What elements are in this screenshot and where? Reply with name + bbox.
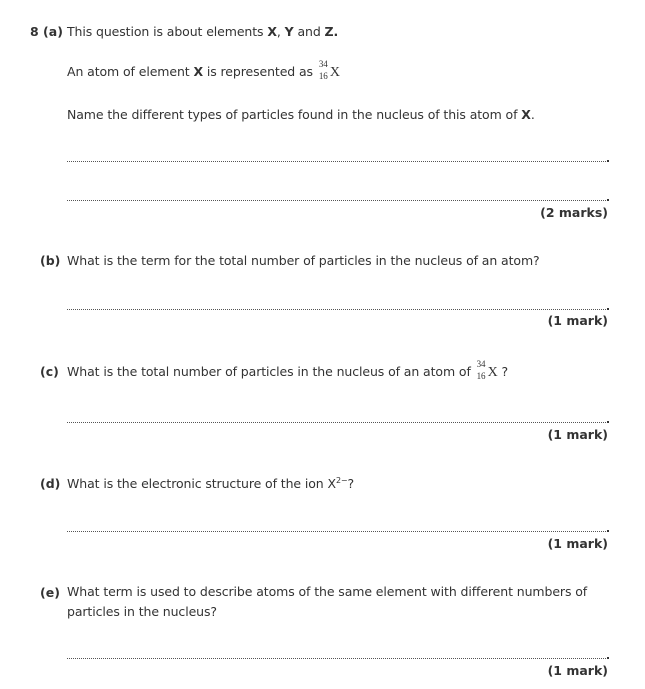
question-intro — [67, 24, 338, 39]
atomic-number: 16 — [318, 70, 328, 81]
element-z: Z. — [324, 24, 339, 39]
marks-e: (1 mark) — [547, 663, 608, 678]
question-c-suffix: ? — [497, 364, 509, 379]
atom-line-element: X — [193, 64, 203, 79]
atom-line-suffix: is represented as — [203, 64, 313, 79]
question-label-b: (b) — [40, 253, 61, 268]
question-8a-prompt — [67, 107, 535, 122]
ion-charge: 2− — [335, 475, 348, 485]
question-label-c: (c) — [40, 364, 59, 379]
nuclide-notation — [318, 58, 340, 81]
question-c-text — [67, 358, 509, 381]
atomic-number-c: 16 — [476, 370, 486, 381]
answer-line-e[interactable] — [67, 658, 608, 659]
prompt-suffix: . — [530, 107, 535, 122]
question-d-prefix: What is the electronic structure of the ion X — [67, 476, 336, 491]
question-c-prefix: What is the total number of particles in the nucleus of an atom of — [67, 364, 471, 379]
question-label-e: (e) — [40, 585, 60, 600]
intro-prefix: This question is about elements — [67, 24, 268, 39]
question-d-suffix: ? — [347, 476, 355, 491]
marks-d: (1 mark) — [547, 536, 608, 551]
answer-line-8a-2[interactable] — [67, 200, 608, 201]
nuclide-notation-c — [476, 358, 498, 381]
question-e-text: What term is used to describe atoms of the same element with different numbers of particles in the nucleus? — [67, 584, 588, 619]
atom-line-prefix: An atom of element — [67, 64, 194, 79]
element-y: Y — [284, 24, 294, 39]
element-symbol-c: X — [487, 364, 498, 380]
marks-8a: (2 marks) — [540, 205, 608, 220]
question-b-text: What is the term for the total number of particles in the nucleus of an atom? — [67, 253, 540, 268]
answer-line-b[interactable] — [67, 309, 608, 310]
question-number-8a: 8 (a) — [30, 24, 63, 39]
answer-line-d[interactable] — [67, 531, 608, 532]
element-x: X — [267, 24, 277, 39]
question-d-text — [67, 476, 354, 491]
answer-line-8a-1[interactable] — [67, 161, 608, 162]
intro-sep2: and — [293, 24, 325, 39]
prompt-element: X — [521, 107, 531, 122]
mass-number-c: 34 — [476, 358, 486, 369]
element-symbol: X — [329, 64, 340, 80]
mass-number: 34 — [318, 58, 328, 69]
marks-c: (1 mark) — [547, 427, 608, 442]
marks-b: (1 mark) — [547, 313, 608, 328]
answer-line-c[interactable] — [67, 422, 608, 423]
question-label-d: (d) — [40, 476, 61, 491]
prompt-prefix: Name the different types of particles found in the nucleus of this atom of — [67, 107, 522, 122]
intro-sep1: , — [276, 24, 285, 39]
atom-representation-line — [67, 58, 340, 81]
